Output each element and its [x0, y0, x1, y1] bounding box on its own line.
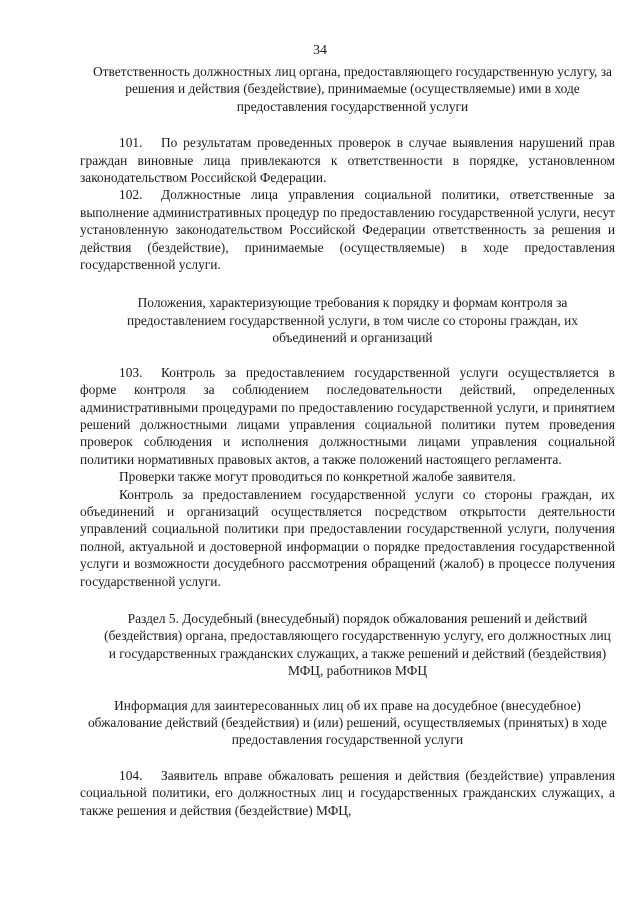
- paragraph-101: [80, 134, 615, 186]
- page-content: [80, 63, 615, 819]
- heading-information: Информация для заинтересованных лиц об их праве на досудебное (внесудебное) обжалование действий (бездействия) и (или) решений, осуществляемых (принятых) в ходе предоставления государственной услуги: [87, 697, 607, 748]
- page-number: 34: [313, 43, 327, 58]
- paragraph-number: 102.: [119, 187, 143, 203]
- paragraph-number: 104.: [119, 767, 143, 783]
- heading-responsibility: Ответственность должностных лиц органа, предоставляющего государственную услугу, за решения и действия (бездействие), принимаемые (осуществляемые) ими в ходе предоставления государственной услуги: [92, 64, 612, 114]
- heading-control: Положения, характеризующие требования к порядку и формам контроля за предоставлением государственной услуги, в том числе со стороны граждан, их объединений и организаций: [127, 295, 578, 346]
- paragraph-102: [80, 186, 615, 273]
- heading-section-5: Раздел 5. Досудебный (внесудебный) порядок обжалования решений и действий (бездействия) органа, предоставляющего государственную услугу, его должностных лиц и государственных гражданских служащих, а также решений и действий (бездействия) МФЦ, работников МФЦ: [104, 610, 611, 679]
- paragraph-number: 103.: [119, 364, 143, 380]
- paragraph-number: 101.: [119, 135, 143, 151]
- paragraph-text: По результатам проведенных проверок в случае выявления нарушений прав граждан виновные лица привлекаются к ответственности в порядке, установленном законодательством Российской Федерации.: [80, 135, 615, 186]
- paragraph-text: Заявитель вправе обжаловать решения и действия (бездействие) управления социальной политики, его должностных лиц и государственных гражданских служащих, а также решения и действия (бездействие) МФЦ,: [80, 767, 615, 818]
- paragraph-104: [80, 767, 615, 819]
- paragraph-103: [80, 364, 615, 468]
- paragraph-text: Контроль за предоставлением государственной услуги осуществляется в форме контроля за соблюдением последовательности действий, определенных административными процедурами по предоставлению государственной услуги, и принятием решений должностными лицами управления социальной политики путем проведения проверок соблюдения и исполнения должностными лицами управления социальной политики нормативных правовых актов, а также положений настоящего регламента.: [80, 364, 615, 467]
- paragraph-citizen-control: Контроль за предоставлением государственной услуги со стороны граждан, их объединений и организаций осуществляется посредством открытости деятельности управлений социальной политики при предоставлении государственной услуги, получения полной, актуальной и достоверной информации о порядке предоставления государственной услуги и возможности досудебного рассмотрения обращений (жалоб) в процессе получения государственной услуги.: [80, 486, 615, 589]
- paragraph-text: Должностные лица управления социальной политики, ответственные за выполнение административных процедур по предоставлению государственной услуги, несут установленную законодательством Российской Федерации ответственность за решения и действия (бездействие), принимаемые (осуществляемые) в ходе предоставления государственной услуги.: [80, 187, 615, 273]
- paragraph-complaint-checks: Проверки также могут проводиться по конкретной жалобе заявителя.: [119, 469, 516, 485]
